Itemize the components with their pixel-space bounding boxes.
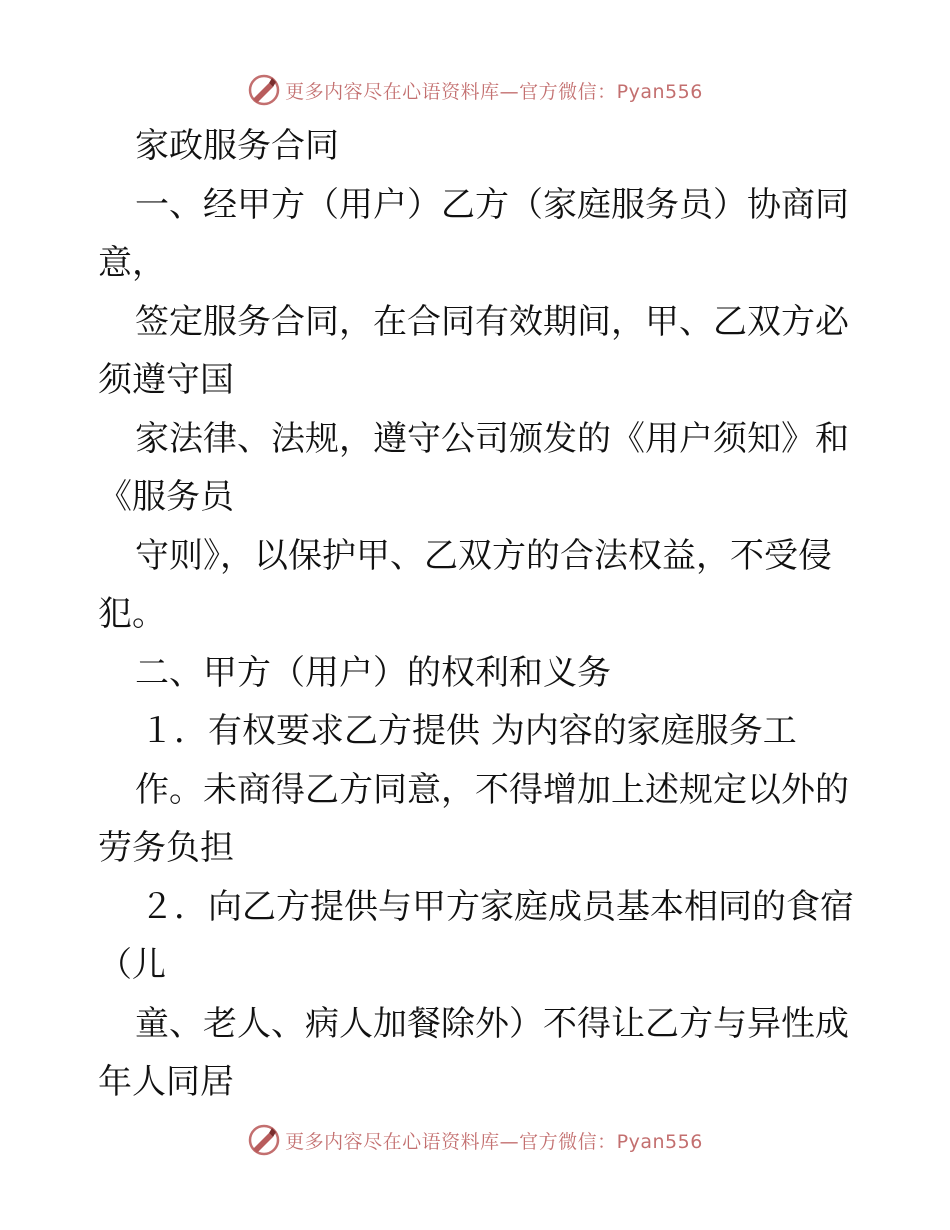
paragraph-line: 犯。 <box>98 594 166 634</box>
footer-watermark-text: 更多内容尽在心语资料库—官方微信：Pyan556 <box>285 1130 703 1153</box>
pen-logo-icon <box>247 1123 281 1157</box>
list-item: １．有权要求乙方提供 为内容的家庭服务工 <box>140 711 797 751</box>
list-item: ２．向乙方提供与甲方家庭成员基本相同的食宿 <box>140 887 854 927</box>
paragraph-line: 意， <box>98 243 166 283</box>
paragraph-line: 作。未商得乙方同意，不得增加上述规定以外的 <box>135 770 849 810</box>
section-heading: 二、甲方（用户）的权利和义务 <box>135 653 611 693</box>
paragraph-line: 一、经甲方（用户）乙方（家庭服务员）协商同 <box>135 185 849 225</box>
paragraph-line: 童、老人、病人加餐除外）不得让乙方与异性成 <box>135 1004 849 1044</box>
paragraph-line: 家法律、法规，遵守公司颁发的《用户须知》和 <box>135 419 849 459</box>
pen-logo-icon <box>247 73 281 107</box>
paragraph-line: （儿 <box>98 945 166 985</box>
footer-watermark <box>0 1120 950 1160</box>
paragraph-line: 年人同居 <box>98 1062 234 1102</box>
paragraph-line: 《服务员 <box>98 477 234 517</box>
header-watermark-text: 更多内容尽在心语资料库—官方微信：Pyan556 <box>285 80 703 103</box>
paragraph-line: 须遵守国 <box>98 360 234 400</box>
paragraph-line: 劳务负担 <box>98 828 234 868</box>
document-title: 家政服务合同 <box>135 126 339 166</box>
paragraph-line: 签定服务合同，在合同有效期间，甲、乙双方必 <box>135 302 849 342</box>
header-watermark <box>0 70 950 110</box>
paragraph-line: 守则》，以保护甲、乙双方的合法权益，不受侵 <box>135 536 832 576</box>
